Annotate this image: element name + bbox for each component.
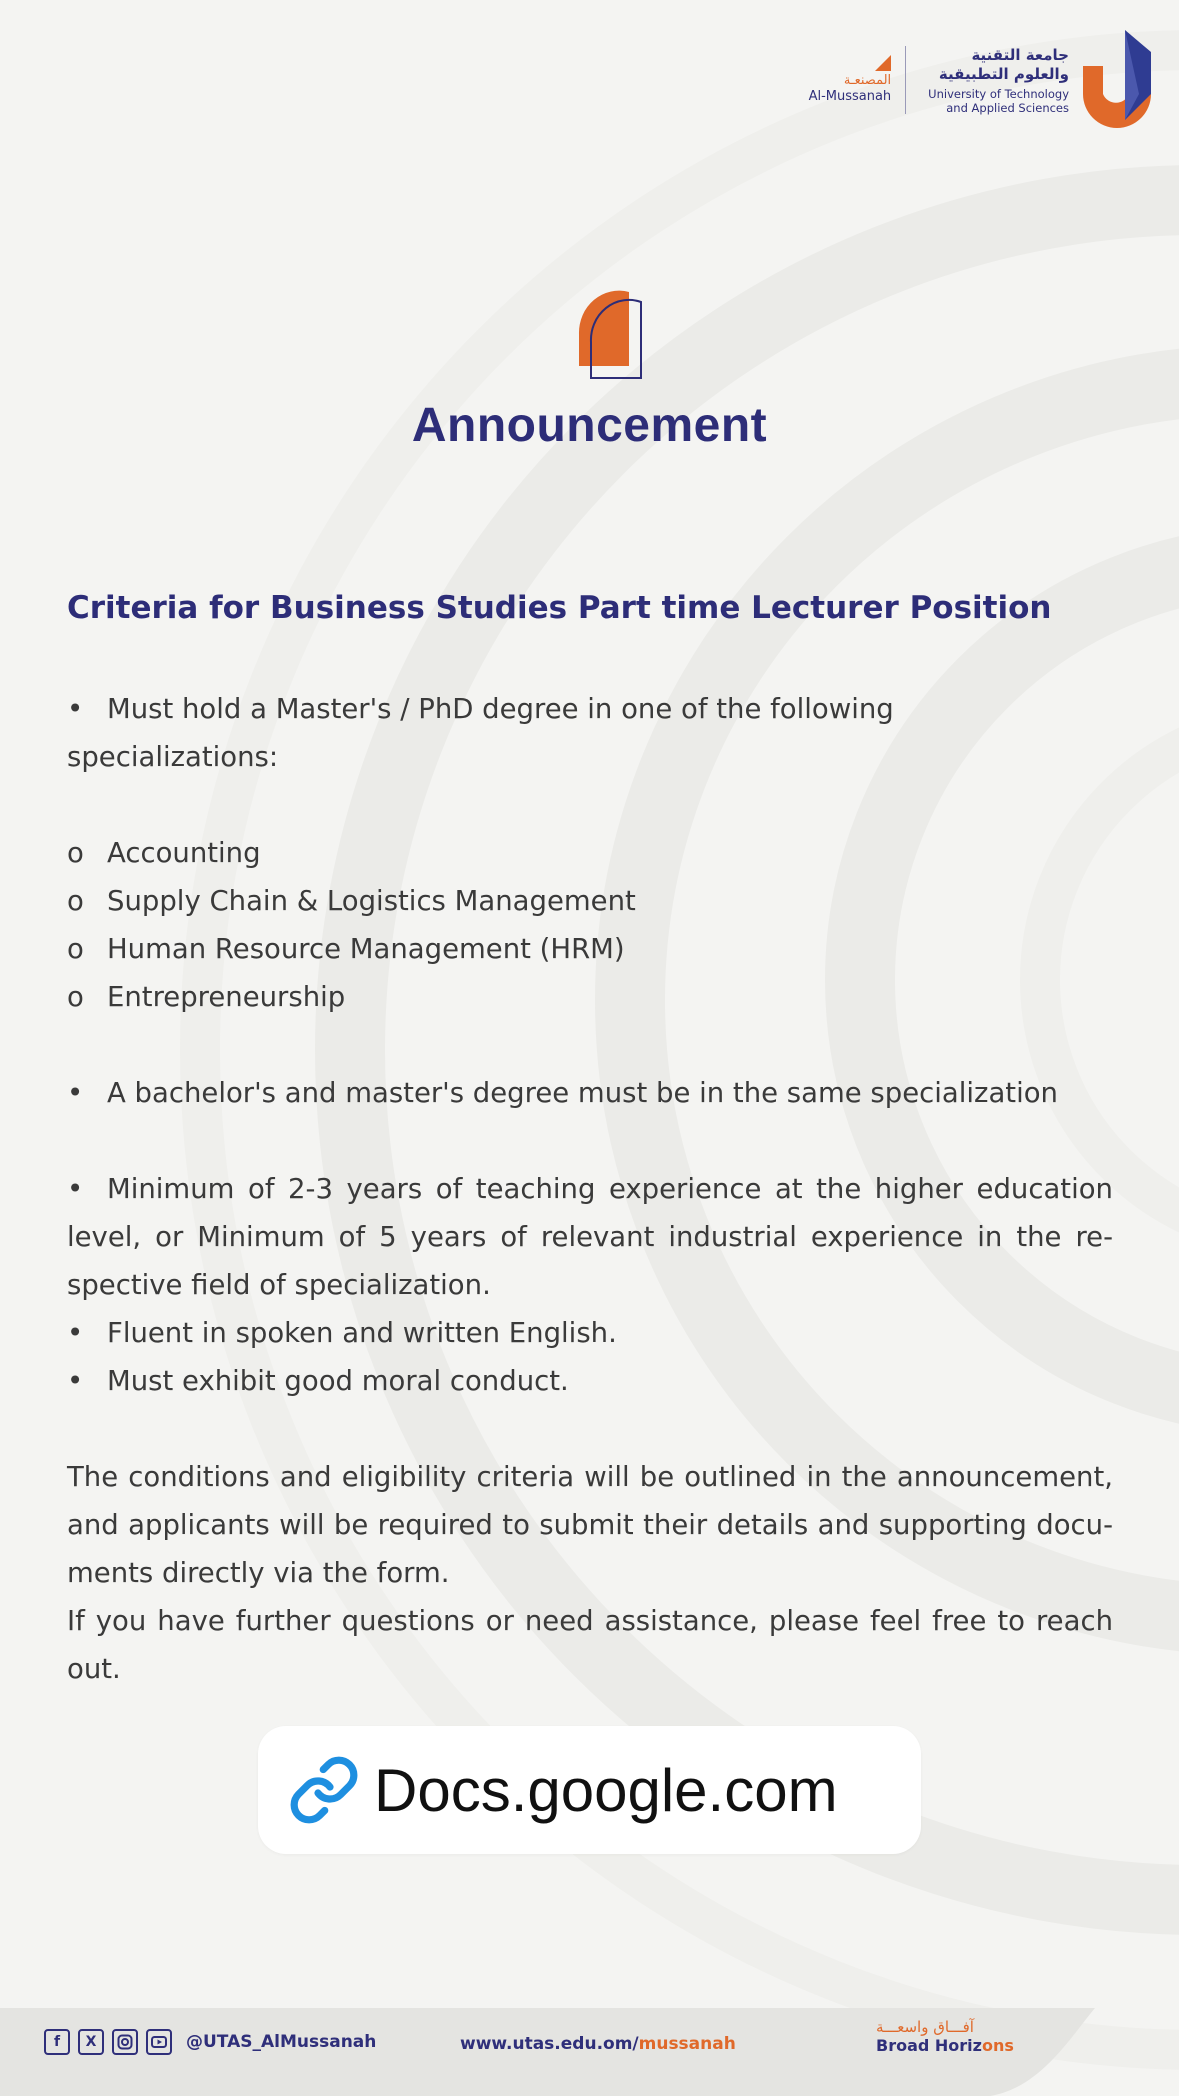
criteria-experience: • Minimum of 2-3 years of teaching experience at the higher education level, or Minimum of 5 years of relevant industrial experience in the re-spective field of specialization. [67,1165,1113,1309]
tagline-english: Broad Horizons [876,2036,1014,2055]
utas-arabic-line2: والعلوم التطبيقية [938,64,1069,83]
mussanah-arabic: المصنعـة [843,73,892,88]
university-logo [809,28,1153,132]
logo-divider [905,46,906,114]
criteria-degree-continued: specializations: [67,741,279,773]
x-icon[interactable]: X [78,2029,104,2055]
section-subtitle: Criteria for Business Studies Part time Lecturer Position [67,590,1052,626]
list-item: o Human Resource Management (HRM) [67,925,1113,973]
list-item: o Accounting [67,829,1113,877]
utas-english-line2: and Applied Sciences [946,100,1069,115]
mussanah-english: Al-Mussanah [808,89,892,104]
criteria-english: • Fluent in spoken and written English. [67,1309,1113,1357]
sub-bullet: o [67,981,84,1013]
facebook-icon[interactable]: f [44,2029,70,2055]
criteria-body [67,685,1113,1693]
criteria-same-specialization: • A bachelor's and master's degree must be in the same specialization [67,1069,1113,1117]
sub-bullet: o [67,837,84,869]
instagram-icon[interactable] [112,2029,138,2055]
tagline-arabic: آفـــاق واسعـــة [876,2018,974,2036]
link-icon [288,1754,360,1826]
bullet: • [67,1317,84,1349]
criteria-conduct: • Must exhibit good moral conduct. [67,1357,1113,1405]
questions-paragraph: If you have further questions or need assistance, please feel free to reach out. [67,1605,1113,1685]
youtube-icon[interactable] [146,2029,172,2055]
website-url[interactable]: www.utas.edu.om/mussanah [460,2034,736,2054]
utas-emblem-icon [1081,28,1153,132]
sub-bullet: o [67,933,84,965]
social-handle[interactable]: @UTAS_AlMussanah [186,2032,377,2052]
bullet: • [67,1077,84,1109]
conditions-paragraph: The conditions and eligibility criteria will be outlined in the announcement, and applicants will be required to submit their details and supporting docu-ments directly via the form. [67,1461,1113,1589]
utas-arabic-line1: جامعة التقنية [971,45,1069,64]
bullet: • [67,1173,84,1205]
form-link-button[interactable] [258,1726,921,1854]
mussanah-branch-label [809,55,892,105]
bullet: • [67,1365,84,1397]
announcement-mark-icon [577,290,643,380]
utas-name [928,46,1069,115]
link-text[interactable]: Docs.google.com [374,1756,838,1824]
bullet: • [67,693,84,725]
criteria-degree: • Must hold a Master's / PhD degree in one of the following [67,685,1113,733]
mussanah-mark-icon [875,55,891,71]
utas-english-line1: University of Technology [928,86,1069,101]
list-item: o Supply Chain & Logistics Management [67,877,1113,925]
list-item: o Entrepreneurship [67,973,1113,1021]
broad-horizons-tagline [876,2018,1014,2056]
page-title: Announcement [411,399,768,452]
sub-bullet: o [67,885,84,917]
social-icons [44,2029,376,2055]
